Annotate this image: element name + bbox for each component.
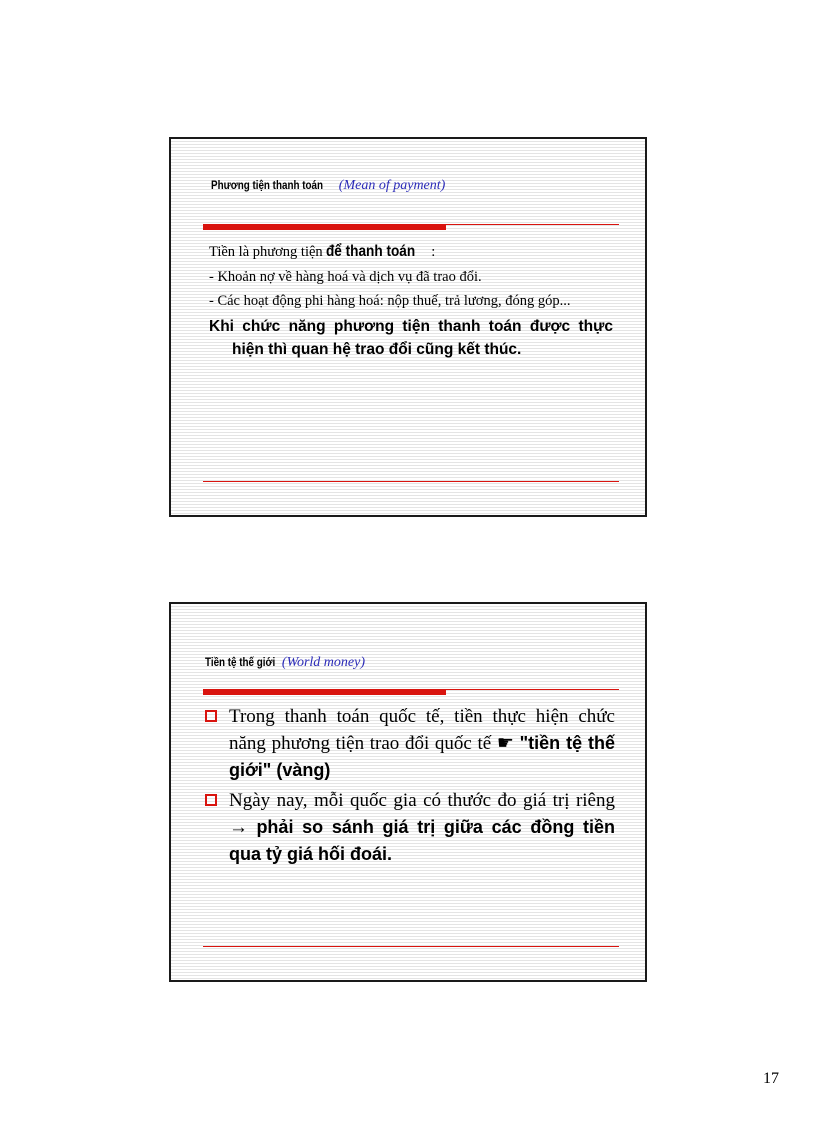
footer-rule — [203, 946, 619, 947]
bullet-item — [203, 704, 615, 784]
slide-content — [209, 239, 613, 361]
title-italic: (World money) — [281, 655, 365, 670]
definition-text: Tiền là phương tiện — [209, 244, 323, 260]
title-underline-thin — [446, 224, 619, 225]
list-item: - Khoản nợ về hàng hoá và dịch vụ đã trao đổi. — [209, 269, 482, 285]
arrow-right-icon: → — [229, 817, 248, 838]
title-underline-thick — [203, 224, 446, 230]
bullet-text: Trong thanh toán quốc tế, tiền thực hiện chức năng phương tiện trao đổi quốc tế — [229, 706, 615, 754]
slide-title — [211, 177, 445, 194]
definition-bold: để thanh toán — [326, 243, 416, 260]
bullet-bold-text: "tiền tệ thế giới" (vàng) — [229, 733, 616, 780]
title-bold: Tiền tệ thế giới — [205, 655, 276, 669]
list-item: - Các hoạt động phi hàng hoá: nộp thuế, trả lương, đóng góp... — [209, 293, 571, 309]
square-bullet-icon — [205, 710, 217, 722]
pointing-hand-icon: ☛ — [496, 733, 514, 754]
bullet-bold-text: phải so sánh giá trị giữa các đồng tiền qua tỷ giá hối đoái. — [229, 817, 615, 864]
bullet-item — [203, 788, 615, 868]
footer-rule — [203, 481, 619, 482]
definition-line — [209, 239, 613, 265]
title-underline-thick — [203, 689, 446, 695]
title-underline-thin — [446, 689, 619, 690]
conclusion-text: Khi chức năng phương tiện thanh toán được thực hiện thì quan hệ trao đổi cũng kết thúc. — [209, 318, 613, 358]
slide-content — [203, 704, 615, 872]
slide-mean-of-payment — [169, 137, 647, 517]
bullet-text: Ngày nay, mỗi quốc gia có thước đo giá trị riêng — [229, 790, 615, 811]
page-number: 17 — [763, 1070, 779, 1087]
slide-world-money — [169, 602, 647, 982]
title-italic: (Mean of payment) — [338, 178, 446, 193]
title-bold: Phương tiện thanh toán — [211, 178, 323, 192]
slide-title — [205, 654, 365, 671]
square-bullet-icon — [205, 794, 217, 806]
definition-colon: : — [431, 244, 436, 260]
